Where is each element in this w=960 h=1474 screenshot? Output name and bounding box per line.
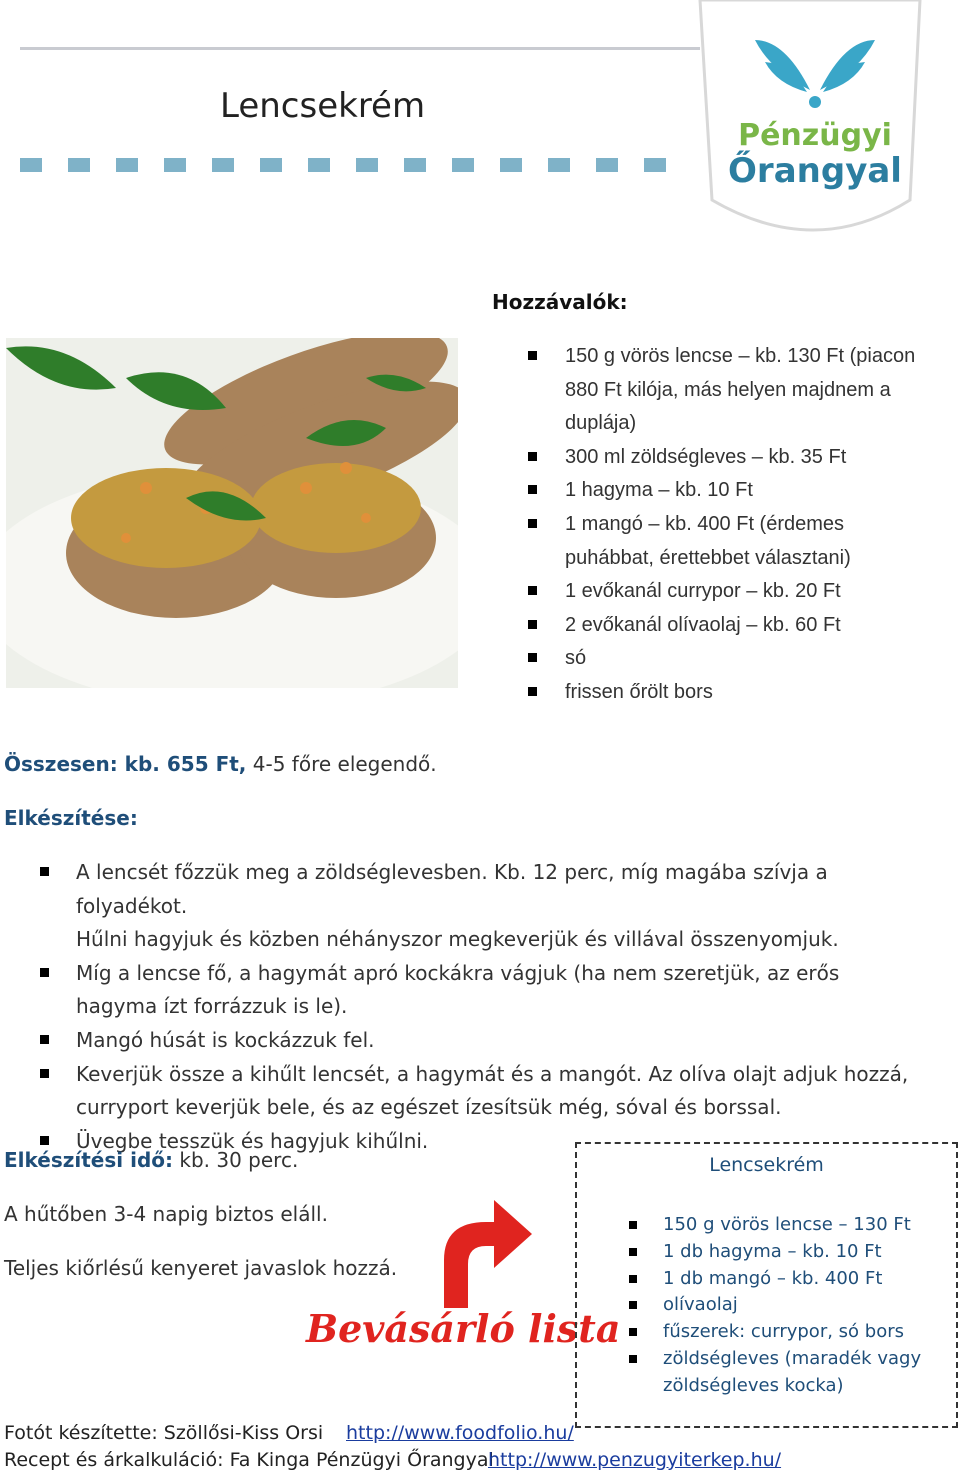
shopping-list-box — [575, 1142, 958, 1428]
preparation-steps — [40, 856, 920, 1158]
total-cost: Összesen: kb. 655 Ft, 4-5 főre elegendő. — [4, 752, 437, 776]
food-photo — [6, 338, 458, 688]
list-item: Hűlni hagyjuk és közben néhányszor megkeverjük és villával összenyomjuk. — [76, 927, 839, 952]
bullet-icon — [629, 1221, 637, 1229]
bullet-icon — [528, 586, 537, 595]
dashed-divider — [20, 150, 690, 180]
list-item: A lencsét főzzük meg a zöldséglevesben. Kb. 12 perc, míg magába szívja a folyadékot. — [40, 856, 920, 923]
list-item: 1 mangó – kb. 400 Ft (érdemes puhábbat, érettebbet választani) — [528, 508, 928, 575]
prep-time: Elkészítési idő: kb. 30 perc. — [4, 1148, 299, 1172]
bullet-icon — [629, 1275, 637, 1283]
list-item: só — [528, 642, 928, 676]
bullet-icon — [629, 1301, 637, 1309]
preparation-heading: Elkészítése: — [4, 806, 138, 830]
bullet-icon — [629, 1328, 637, 1336]
arrow-icon — [436, 1190, 536, 1308]
list-item: frissen őrölt bors — [528, 676, 928, 710]
bullet-icon — [528, 452, 537, 461]
list-item: Keverjük össze a kihűlt lencsét, a hagymát és a mangót. Az olíva olajt adjuk hozzá, curryport keverjük bele, és az egészet ízesítsük még, sóval és borssal. — [40, 1058, 920, 1125]
penzugyiterkep-link[interactable]: http://www.penzugyiterkep.hu/ — [488, 1449, 782, 1471]
list-item: 1 evőkanál currypor – kb. 20 Ft — [528, 575, 928, 609]
bullet-icon — [40, 1136, 49, 1145]
bullet-icon — [40, 1069, 49, 1078]
list-item: olívaolaj — [627, 1292, 947, 1319]
bullet-icon — [528, 687, 537, 696]
bullet-icon — [528, 653, 537, 662]
bullet-icon — [40, 867, 49, 876]
list-item: 1 hagyma – kb. 10 Ft — [528, 474, 928, 508]
serving-tip: Teljes kiőrlésű kenyeret javaslok hozzá. — [4, 1256, 398, 1280]
list-item: Üvegbe tesszük és hagyjuk kihűlni. — [40, 1125, 920, 1159]
bullet-icon — [629, 1248, 637, 1256]
shopping-list-title: Lencsekrém — [709, 1154, 824, 1176]
list-item: fűszerek: currypor, só bors — [627, 1319, 947, 1346]
ingredients-heading: Hozzávalók: — [492, 290, 628, 314]
recipe-credit: Recept és árkalkuláció: Fa Kinga Pénzügyi Őrangyal — [4, 1449, 494, 1471]
logo-line1: Pénzügyi — [738, 118, 892, 153]
shopping-list-label: Bevásárló lista — [306, 1306, 621, 1351]
bullet-icon — [40, 1035, 49, 1044]
bullet-icon — [528, 351, 537, 360]
bullet-icon — [528, 485, 537, 494]
list-item: 1 db mangó – kb. 400 Ft — [627, 1266, 947, 1293]
bullet-icon — [528, 620, 537, 629]
list-item: Mangó húsát is kockázzuk fel. — [40, 1024, 920, 1058]
list-item: 150 g vörös lencse – kb. 130 Ft (piacon 880 Ft kilója, más helyen majdnem a duplája) — [528, 340, 928, 441]
foodfolio-link[interactable]: http://www.foodfolio.hu/ — [346, 1422, 574, 1444]
storage-note: A hűtőben 3-4 napig biztos eláll. — [4, 1202, 328, 1226]
ingredients-list — [528, 340, 928, 710]
list-item: 300 ml zöldségleves – kb. 35 Ft — [528, 441, 928, 475]
header-rule — [20, 44, 700, 54]
logo-line2: Őrangyal — [728, 151, 902, 191]
bullet-icon — [40, 968, 49, 977]
list-item: zöldségleves (maradék vagy zöldségleves kocka) — [627, 1346, 947, 1400]
page-title: Lencsekrém — [220, 86, 426, 126]
bullet-icon — [528, 519, 537, 528]
list-item: Míg a lencse fő, a hagymát apró kockákra vágjuk (ha nem szeretjük, az erős hagyma ízt forrázzuk is le). — [40, 957, 920, 1024]
list-item: 150 g vörös lencse – 130 Ft — [627, 1212, 947, 1239]
brand-logo — [670, 0, 960, 255]
photo-credit: Fotót készítette: Szöllősi-Kiss Orsi — [4, 1422, 324, 1444]
shopping-list — [627, 1212, 947, 1400]
list-item: 2 evőkanál olívaolaj – kb. 60 Ft — [528, 609, 928, 643]
list-item: 1 db hagyma – kb. 10 Ft — [627, 1239, 947, 1266]
bullet-icon — [629, 1355, 637, 1363]
